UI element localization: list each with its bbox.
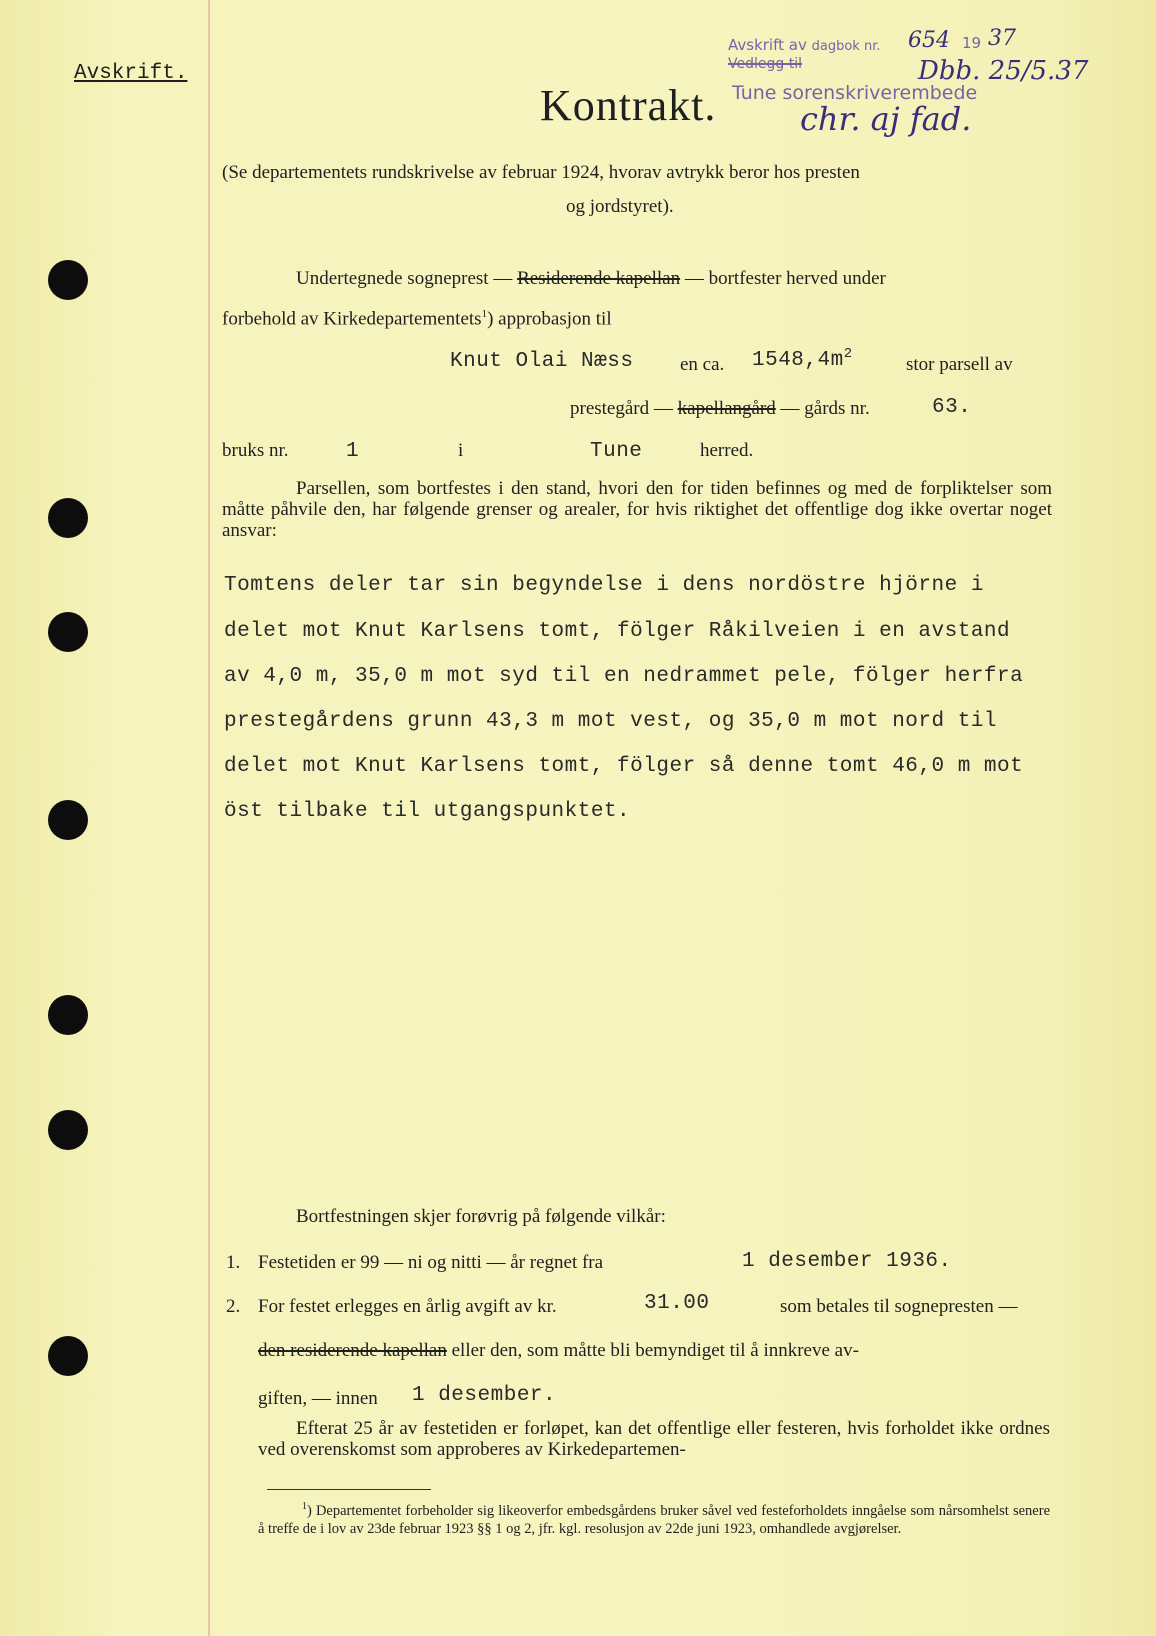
conditions-intro: Bortfestningen skjer forøvrig på følgende vilkår: — [296, 1206, 666, 1227]
parties-struck: Residerende kapellan — [517, 268, 681, 289]
footnote-rule — [267, 1489, 431, 1490]
punch-hole-icon — [48, 995, 88, 1035]
parties-prefix: Undertegnede sogneprest — — [296, 268, 513, 289]
kapellangard-struck: kapellangård — [677, 398, 776, 419]
condition-1-value: 1 desember 1936. — [742, 1250, 952, 1273]
stamp-year: 37 — [988, 26, 1016, 51]
gards-nr-label: — gårds nr. — [780, 398, 870, 419]
area-number: 1548,4m — [752, 349, 844, 372]
stamp-prefix: Avskrift av — [728, 36, 807, 54]
punch-hole-icon — [48, 612, 88, 652]
kommune-value: Tune — [590, 440, 643, 463]
page-title: Kontrakt. — [540, 81, 717, 130]
boundary-line: prestegårdens grunn 43,3 m mot vest, og 35,0 m mot nord til — [224, 710, 998, 733]
boundary-line: delet mot Knut Karlsens tomt, fölger så denne tomt 46,0 m mot — [224, 755, 1024, 778]
copy-label: Avskrift. — [74, 62, 188, 85]
parties-suffix: — bortfester herved under — [684, 268, 886, 289]
punch-hole-icon — [48, 1336, 88, 1376]
condition-1-text: Festetiden er 99 — ni og nitti — år regnet fra — [258, 1252, 604, 1273]
punch-hole-icon — [48, 260, 88, 300]
punch-hole-icon — [48, 800, 88, 840]
stamp-struck: Vedlegg til — [728, 56, 802, 72]
condition-2-struck: den residerende kapellan — [258, 1340, 447, 1361]
boundary-line: av 4,0 m, 35,0 m mot syd til en nedrammet pele, fölger herfra — [224, 665, 1024, 688]
final-paragraph: Efterat 25 år av festetiden er forløpet, kan det offentlige eller festeren, hvis forholdet ikke ordnes ved overenskomst som approberes av Kirkedepartemen- — [258, 1418, 1050, 1460]
intro-line-1: (Se departementets rundskrivelse av februar 1924, hvorav avtrykk beror hos presten — [222, 162, 860, 183]
en-ca-label: en ca. — [680, 354, 725, 375]
stamp-mid: dagbok nr. — [811, 39, 881, 54]
parcel-paragraph: Parsellen, som bortfestes i den stand, hvori den for tiden befinnes og med de forpliktelser som måtte påhvile den, har følgende grenser og arealer, for hvis riktighet det offentlige dog ikke overtar noget ansvar: — [222, 478, 1052, 541]
condition-2-amount: 31.00 — [644, 1292, 710, 1315]
condition-2-date: 1 desember. — [412, 1384, 557, 1407]
condition-2-num: 2. — [226, 1296, 241, 1317]
bruks-nr-value: 1 — [346, 440, 360, 463]
condition-2-line-2 — [258, 1340, 859, 1362]
lessee-name: Knut Olai Næss — [450, 350, 634, 373]
condition-2-text-end: som betales til sognepresten — — [780, 1296, 1018, 1317]
area-sup: 2 — [843, 346, 853, 362]
intro-line-2: og jordstyret). — [566, 196, 674, 217]
parties-line-2-text: forbehold av Kirkedepartementets — [222, 308, 482, 330]
footnote-text: ) Departementet forbeholder sig likeoverfor embedsgårdens bruker såvel ved festeforholdets inngåelse som nårsomhelst senere å treffe de i lov av 23de februar 1923 §§ 1 og 2, jfr. kgl. resolusjon av 22de juni 1923, omhandlede avgjørelser. — [258, 1502, 1050, 1537]
parties-line-2-end: ) approbasjon til — [487, 308, 612, 330]
herred-label: herred. — [700, 440, 754, 461]
i-label: i — [458, 440, 464, 461]
stamp-number: 654 — [908, 28, 950, 53]
margin-line — [208, 0, 210, 1636]
parties-line-2 — [222, 308, 612, 330]
handwritten-date: Dbb. 25/5.37 — [918, 56, 1089, 86]
stor-parsell-label: stor parsell av — [906, 354, 1013, 375]
boundary-line: delet mot Knut Karlsens tomt, fölger Råkilveien i en avstand — [224, 620, 1011, 643]
punch-hole-icon — [48, 498, 88, 538]
footnote-ref: 1 — [481, 308, 488, 320]
gard-line — [570, 398, 870, 420]
stamp-line — [728, 36, 880, 54]
gards-nr-value: 63. — [932, 396, 972, 419]
prestegard-label: prestegård — — [570, 398, 673, 419]
punch-hole-icon — [48, 1110, 88, 1150]
footnote — [258, 1498, 1050, 1538]
footnote-marker: 1 — [302, 1501, 307, 1512]
bruks-nr-label: bruks nr. — [222, 440, 289, 461]
handwritten-signature: chr. aj fad. — [800, 100, 972, 138]
area-value — [752, 346, 853, 372]
boundary-line: öst tilbake til utgangspunktet. — [224, 800, 631, 823]
stamp-year-prefix: 19 — [962, 34, 982, 52]
condition-2-text: For festet erlegges en årlig avgift av kr. — [258, 1296, 557, 1317]
condition-2-line-2-end: eller den, som måtte bli bemyndiget til å innkreve av- — [451, 1340, 859, 1361]
condition-1-num: 1. — [226, 1252, 241, 1273]
boundary-line: Tomtens deler tar sin begyndelse i dens nordöstre hjörne i — [224, 574, 984, 597]
parties-line-1 — [296, 268, 886, 290]
condition-2-line-3: giften, — innen — [258, 1388, 378, 1409]
stamp-office: Tune sorenskriverembede — [732, 82, 978, 104]
